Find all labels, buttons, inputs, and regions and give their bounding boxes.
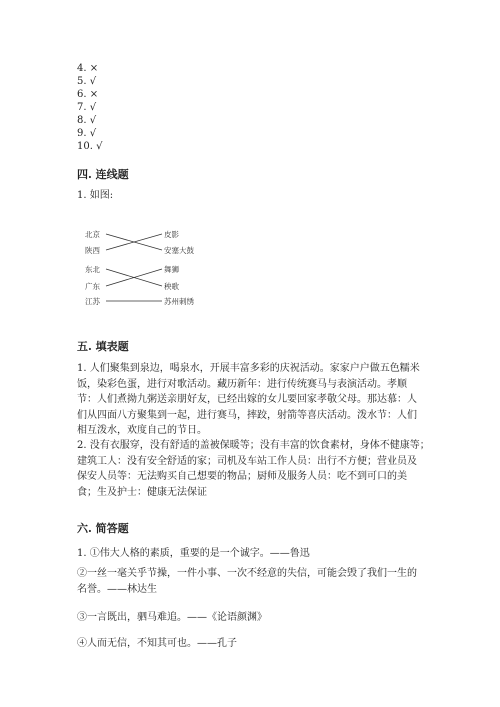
left-item-guangdong: 广东 bbox=[85, 282, 100, 291]
text-line: 2. 没有衣服穿，没有舒适的盖被保暖等；没有丰富的饮食素材，身体不健康等； bbox=[77, 440, 430, 451]
text-line: 名誉。——林达生 bbox=[77, 583, 157, 595]
section5-item1 bbox=[77, 361, 437, 439]
answer-8: 8. √ bbox=[77, 115, 97, 126]
matching-diagram bbox=[0, 222, 500, 312]
text-line: 们从四面八方聚集到一起，进行赛马，摔跤，射箭等喜庆活动。泼水节：人们 bbox=[77, 409, 417, 421]
left-item-dongbei: 东北 bbox=[85, 265, 100, 274]
text-line: 饭，染彩色蛋，进行对歌活动。藏历新年：进行传统赛马与表演活动。孝顺 bbox=[77, 378, 407, 390]
left-item-jiangsu: 江苏 bbox=[85, 297, 100, 306]
right-item-yangge: 秧歌 bbox=[164, 282, 179, 291]
right-item-suzhou-embroidery: 苏州刺绣 bbox=[164, 297, 194, 306]
right-item-ansai-drum: 安塞大鼓 bbox=[164, 246, 194, 255]
section4-title: 四. 连线题 bbox=[77, 168, 129, 181]
left-item-shaanxi: 陕西 bbox=[85, 246, 100, 255]
section6-title: 六. 简答题 bbox=[77, 522, 129, 535]
right-item-lion-dance: 舞狮 bbox=[164, 265, 179, 274]
answer-10: 10. √ bbox=[77, 141, 103, 152]
answer-7: 7. √ bbox=[77, 102, 97, 113]
section5-item2 bbox=[77, 438, 437, 500]
left-item-beijing: 北京 bbox=[85, 230, 100, 239]
section6-q2 bbox=[77, 566, 437, 597]
section6-q4: ④人而无信，不知其可也。——孔子 bbox=[77, 638, 237, 649]
text-line: 建筑工人：没有安全舒适的家；司机及车站工作人员：出行不方便；营业员及 bbox=[77, 455, 417, 467]
section4-intro: 1. 如图: bbox=[77, 190, 114, 201]
text-line: ②一丝一毫关乎节操，一件小事、一次不经意的失信，可能会毁了我们一生的 bbox=[77, 568, 417, 579]
answer-5: 5. √ bbox=[77, 76, 97, 87]
text-line: 食；生及护士：健康无法保证 bbox=[77, 486, 207, 498]
text-line: 节：人们煮拗九粥送亲朋好友，已经出嫁的女儿要回家孝敬父母。那达慕：人 bbox=[77, 394, 417, 405]
answer-4: 4. × bbox=[77, 63, 99, 74]
text-line: 1. 人们聚集到泉边，喝泉水，开展丰富多彩的庆祝活动。家家户户做五色糯米 bbox=[77, 363, 420, 374]
right-item-piying: 皮影 bbox=[164, 230, 179, 239]
section5-title: 五. 填表题 bbox=[77, 340, 129, 353]
text-line: 保安人员等：无法购买自己想要的物品；厨师及服务人员：吃不到可口的美 bbox=[77, 471, 407, 482]
answer-9: 9. √ bbox=[77, 128, 97, 139]
section6-q3: ③一言既出，驷马难追。——《论语颜渊》 bbox=[77, 612, 267, 623]
answer-6: 6. × bbox=[77, 89, 99, 100]
section6-q1: 1. ①伟大人格的素质，重要的是一个诚字。——鲁迅 bbox=[77, 548, 310, 559]
text-line: 相互泼水，欢度自己的节日。 bbox=[77, 425, 207, 436]
